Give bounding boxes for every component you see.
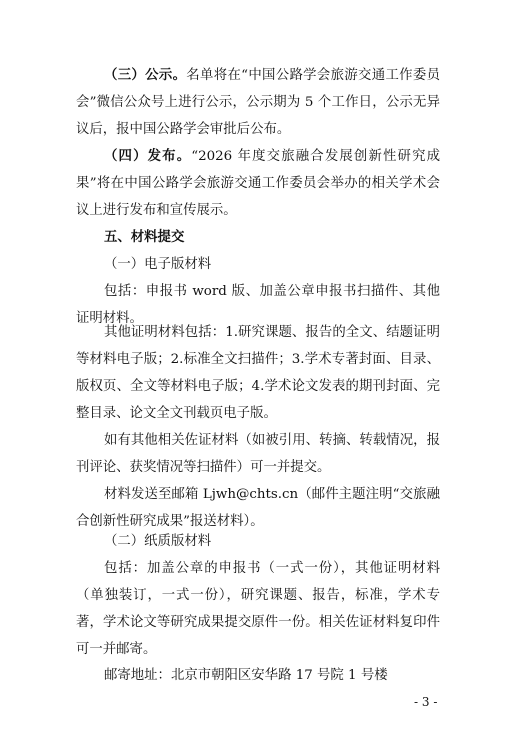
page-number: - 3 - (414, 695, 438, 709)
paragraph-publicity-text: 名单将在“中国公路学会旅游交通工作委员会”微信公众号上进行公示，公示期为 5 个工作日，公示无异议后，报中国公路学会审批后公布。 (76, 68, 440, 137)
paragraph-paper-includes: 包括：加盖公章的申报书（一式一份），其他证明材料（单独装订，一式一份），研究课题、报告，标准，学术专著，学术论文等研究成果提交原件一份。相关佐证材料复印件可一并邮寄。 (76, 561, 440, 657)
section-label-release: （四）发布。 (104, 148, 192, 164)
paragraph-mailing-address: 邮寄地址：北京市朝阳区安华路 17 号院 1 号楼 (104, 668, 388, 683)
subheading-electronic: （一）电子版材料 (104, 257, 212, 272)
subheading-paper: （二）纸质版材料 (104, 534, 212, 549)
paragraph-other-materials: 其他证明材料包括：1.研究课题、报告的全文、结题证明等材料电子版；2.标准全文扫描件；3.学术专著封面、目录、版权页、全文等材料电子版；4.学术论文发表的期刊封面、完整目录、论文全文刊载页电子版。 (76, 325, 440, 421)
paragraph-electronic-includes: 包括：申报书 word 版、加盖公章申报书扫描件、其他证明材料。 (76, 284, 440, 326)
paragraph-release-text: “2026 年度交旅融合发展创新性研究成果”将在中国公路学会旅游交通工作委员会举办的相关学术会议上进行发布和宣传展示。 (76, 149, 440, 218)
paragraph-release (76, 143, 440, 224)
section-label-publicity: （三）公示。 (104, 67, 187, 83)
paragraph-supporting-materials: 如有其他相关佐证材料（如被引用、转摘、转载情况，报刊评论、获奖情况等扫描件）可一并提交。 (76, 433, 440, 475)
section-heading-materials: 五、材料提交 (104, 229, 185, 245)
paragraph-email: 材料发送至邮箱 Ljwh@chts.cn（邮件主题注明“交旅融合创新性研究成果”报送材料）。 (76, 487, 440, 529)
paragraph-publicity (76, 62, 440, 143)
